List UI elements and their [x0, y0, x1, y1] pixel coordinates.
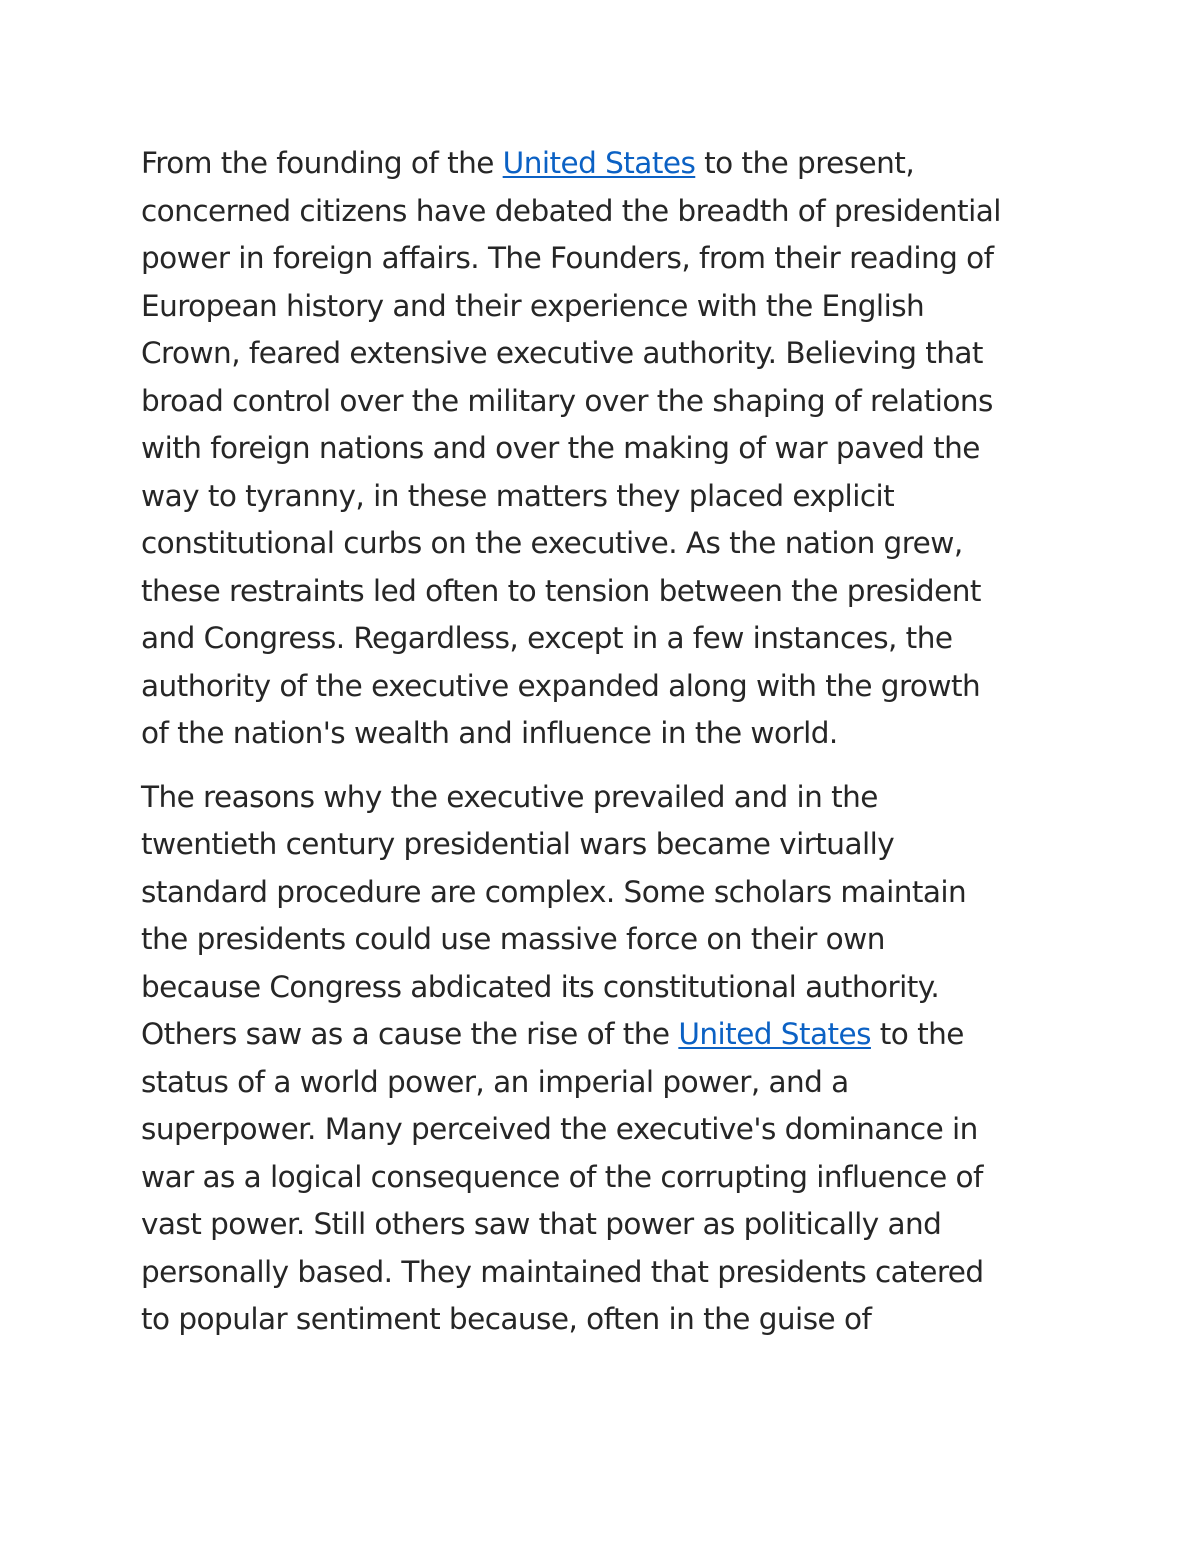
- paragraph-1-line-3: power in foreign affairs. The Founders, from their reading of: [141, 241, 994, 275]
- paragraph-1-line-6: broad control over the military over the shaping of relations: [141, 383, 993, 418]
- paragraph-2-line-10: vast power. Still others saw that power as politically and: [141, 1207, 942, 1241]
- paragraph-2-line-3: standard procedure are complex. Some scholars maintain: [141, 874, 967, 909]
- paragraph-1-line-13: of the nation's wealth and influence in the world.: [141, 716, 838, 750]
- text-segment: to the present,: [695, 146, 915, 180]
- paragraph-1-line-10: these restraints led often to tension between the president: [141, 573, 981, 608]
- paragraph-1-line-7: with foreign nations and over the making of war paved the: [141, 431, 980, 465]
- paragraph-2-line-9: war as a logical consequence of the corrupting influence of: [141, 1159, 983, 1194]
- paragraph-1-line-11: and Congress. Regardless, except in a few instances, the: [141, 621, 953, 655]
- paragraph-1-line-8: way to tyranny, in these matters they placed explicit: [141, 478, 895, 513]
- paragraph-1-line-5: Crown, feared extensive executive authority. Believing that: [141, 336, 983, 370]
- paragraph-2: [141, 774, 1071, 1344]
- paragraph-1-line-4: European history and their experience with the English: [141, 288, 925, 323]
- paragraph-1-line-1: [141, 140, 1071, 188]
- paragraph-1: [141, 140, 1071, 758]
- paragraph-2-line-12: to popular sentiment because, often in the guise of: [141, 1302, 872, 1336]
- paragraph-2-line-6: [141, 1011, 1071, 1059]
- paragraph-1-line-12: authority of the executive expanded along with the growth: [141, 668, 981, 703]
- paragraph-2-line-8: superpower. Many perceived the executive's dominance in: [141, 1112, 978, 1146]
- document-body: [141, 140, 1071, 1344]
- united-states-link[interactable]: United States: [502, 146, 696, 180]
- paragraph-2-line-5: because Congress abdicated its constitutional authority.: [141, 969, 940, 1004]
- paragraph-1-line-9: constitutional curbs on the executive. As the nation grew,: [141, 526, 963, 560]
- paragraph-2-line-11: personally based. They maintained that presidents catered: [141, 1254, 984, 1289]
- text-segment: Others saw as a cause the rise of the: [141, 1017, 679, 1051]
- paragraph-2-line-1: The reasons why the executive prevailed and in the: [141, 779, 878, 814]
- text-segment: From the founding of the: [141, 146, 503, 180]
- paragraph-2-line-7: status of a world power, an imperial power, and a: [141, 1064, 849, 1099]
- paragraph-2-line-2: twentieth century presidential wars became virtually: [141, 827, 895, 861]
- paragraph-2-line-4: the presidents could use massive force on their own: [141, 922, 885, 956]
- united-states-link[interactable]: United States: [678, 1017, 871, 1051]
- paragraph-1-line-2: concerned citizens have debated the breadth of presidential: [141, 193, 1001, 228]
- text-segment: to the: [870, 1017, 964, 1051]
